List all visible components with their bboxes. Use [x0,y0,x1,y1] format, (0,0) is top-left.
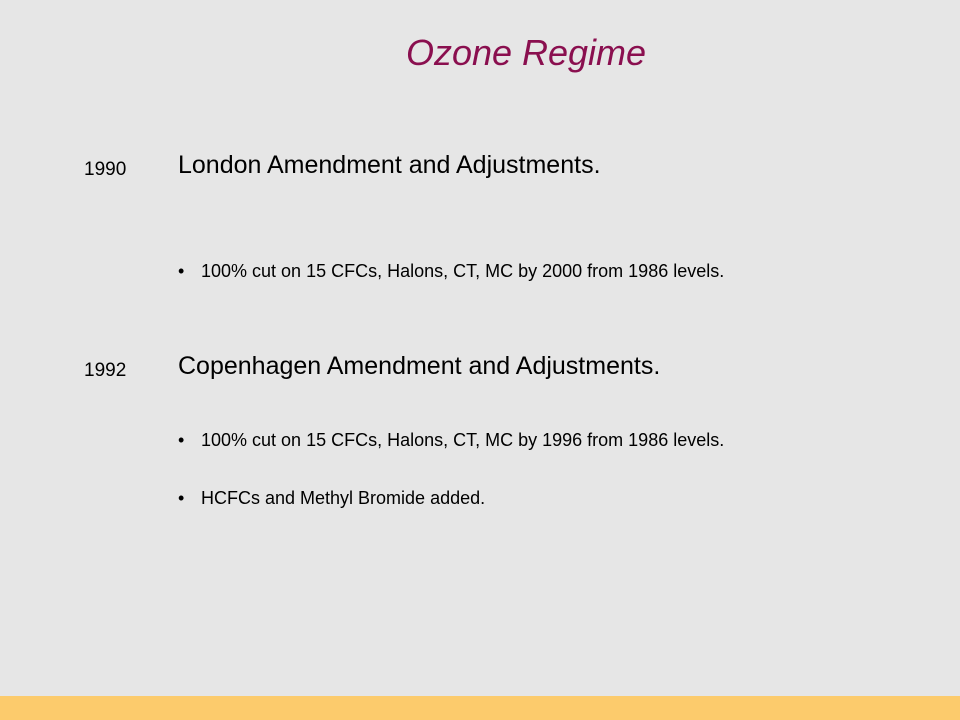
entry-heading: Copenhagen Amendment and Adjustments. [178,352,661,380]
bullet-text: 100% cut on 15 CFCs, Halons, CT, MC by 1996 from 1986 levels. [201,430,725,450]
bullet-text: 100% cut on 15 CFCs, Halons, CT, MC by 2000 from 1986 levels. [201,261,725,281]
bullet-dot: • [178,261,185,281]
slide-title: Ozone Regime [405,32,647,73]
entry-bullet [178,260,881,283]
entry-year: 1990 [84,159,127,180]
entry-bullet [178,487,881,510]
entry-year: 1992 [84,360,127,381]
footer-accent-bar [0,696,960,720]
bullet-dot: • [178,430,185,450]
bullet-dot: • [178,488,185,508]
entry-heading: London Amendment and Adjustments. [178,151,601,179]
bullet-text: HCFCs and Methyl Bromide added. [201,488,486,508]
entry-bullet [178,429,881,452]
